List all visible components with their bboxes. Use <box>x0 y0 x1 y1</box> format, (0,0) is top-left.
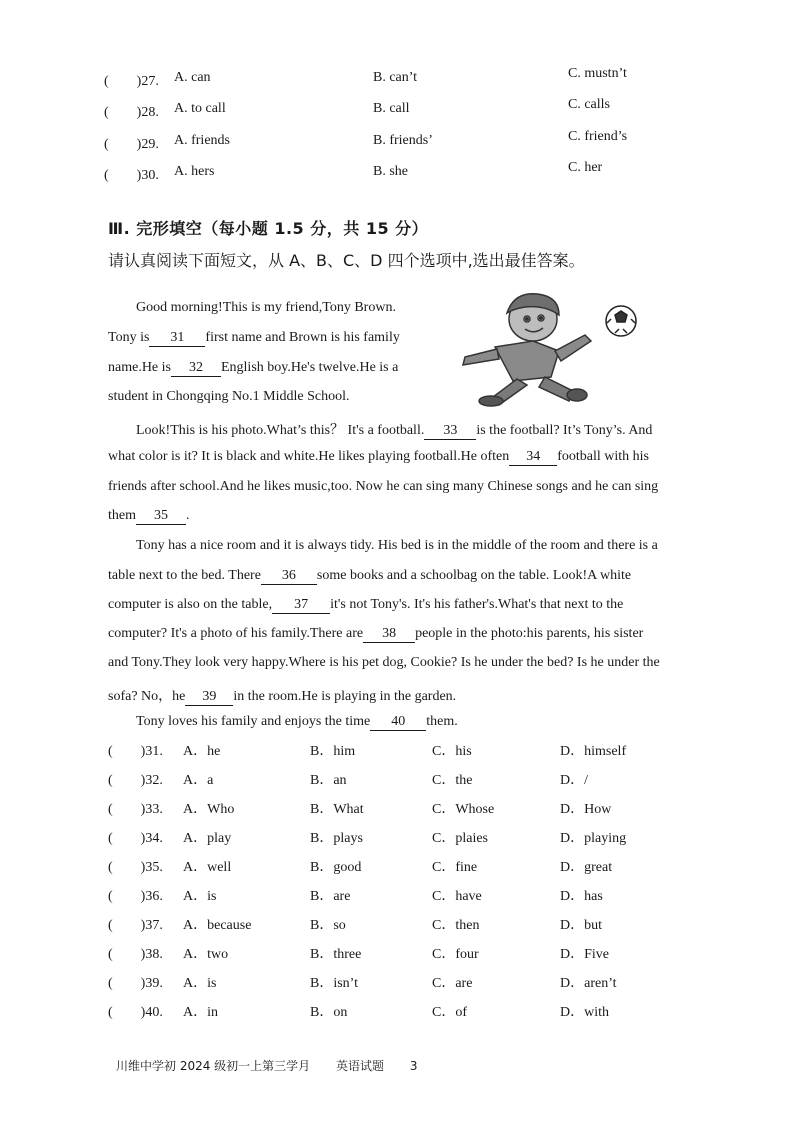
answer-paren[interactable]: ( )30. <box>104 168 159 183</box>
answer-paren[interactable]: ( )39. <box>108 976 163 991</box>
blank-36[interactable]: 36 <box>261 568 317 585</box>
option-c: C. calls <box>568 97 610 112</box>
option-b: B. can’t <box>373 70 418 85</box>
answer-paren[interactable]: ( )27. <box>104 74 159 89</box>
option-d: D．with <box>560 1005 609 1020</box>
option-a: A. friends <box>174 133 230 148</box>
answer-paren[interactable]: ( )38. <box>108 947 163 962</box>
option-a: A．play <box>183 831 232 846</box>
option-d: D．/ <box>560 773 588 788</box>
option-a: A．a <box>183 773 214 788</box>
option-d: D．playing <box>560 831 627 846</box>
option-c: C．are <box>432 976 473 991</box>
passage-line <box>108 597 623 619</box>
passage-line <box>108 568 631 590</box>
question-row <box>0 160 794 186</box>
question-number: 31 <box>145 744 160 759</box>
option-d: D．himself <box>560 744 627 759</box>
answer-paren[interactable]: ( )34. <box>108 831 163 846</box>
option-c: C. her <box>568 160 603 175</box>
option-c: C．Whose <box>432 802 495 817</box>
question-number: 37 <box>145 918 160 933</box>
option-d: D．has <box>560 889 603 904</box>
option-b: B．so <box>310 918 346 933</box>
answer-paren[interactable]: ( )31. <box>108 744 163 759</box>
option-c: C. mustn’t <box>568 66 627 81</box>
option-row <box>0 798 794 820</box>
option-c: C. friend’s <box>568 129 628 144</box>
question-number: 40 <box>145 1005 160 1020</box>
passage-line <box>136 300 396 322</box>
passage-line <box>108 449 649 471</box>
option-a: A．two <box>183 947 229 962</box>
blank-31[interactable]: 31 <box>149 330 205 347</box>
option-c: C．four <box>432 947 479 962</box>
passage-text: some books and a schoolbag on the table. Look!A white <box>316 568 632 583</box>
blank-33[interactable]: 33 <box>424 423 476 440</box>
option-b: B. call <box>373 101 410 116</box>
answer-paren[interactable]: ( )33. <box>108 802 163 817</box>
passage-line <box>108 479 658 501</box>
answer-paren[interactable]: ( )40. <box>108 1005 163 1020</box>
passage-text: and Tony.They look very happy.Where is his pet dog, Cookie? Is he under the bed? Is he under the <box>108 655 660 670</box>
option-a: A．because <box>183 918 252 933</box>
passage-text: name.He is <box>108 360 171 375</box>
blank-38[interactable]: 38 <box>363 626 415 643</box>
passage-text: English boy.He's twelve.He is a <box>220 360 399 375</box>
boy-football-illustration <box>455 285 645 407</box>
option-row <box>0 856 794 878</box>
option-b: B．three <box>310 947 362 962</box>
option-c: C．fine <box>432 860 478 875</box>
option-a: A. hers <box>174 164 215 179</box>
passage-line <box>136 538 658 560</box>
option-row <box>0 740 794 762</box>
option-d: D．How <box>560 802 612 817</box>
option-a: A．is <box>183 976 217 991</box>
question-row <box>0 129 794 155</box>
option-c: C．plaies <box>432 831 488 846</box>
passage-text: Tony loves his family and enjoys the time <box>136 714 371 729</box>
option-row <box>0 1001 794 1023</box>
option-b: B．on <box>310 1005 348 1020</box>
question-number: 35 <box>145 860 160 875</box>
passage-text: sofa? No，he <box>108 689 186 704</box>
passage-text: friends after school.And he likes music,too. Now he can sing many Chinese songs and he can sing <box>108 479 659 494</box>
answer-paren[interactable]: ( )35. <box>108 860 163 875</box>
passage-text: Look!This is his photo.What’s this？ It's a football. <box>136 423 425 438</box>
option-b: B. she <box>373 164 408 179</box>
option-a: A. can <box>174 70 211 85</box>
passage-line <box>108 655 660 677</box>
option-a: A．is <box>183 889 217 904</box>
passage-text: computer? It's a photo of his family.There are <box>108 626 364 641</box>
page-footer <box>116 1057 439 1074</box>
question-number: 27 <box>141 74 156 89</box>
passage-line <box>108 626 643 648</box>
passage-text: . <box>186 508 190 523</box>
question-row <box>0 97 794 123</box>
passage-line <box>108 508 190 530</box>
option-b: B．him <box>310 744 356 759</box>
option-c: C．have <box>432 889 482 904</box>
passage-text: what color is it? It is black and white.He likes playing football.He often <box>108 449 510 464</box>
question-number: 29 <box>141 137 156 152</box>
question-number: 28 <box>141 105 156 120</box>
passage-text: Tony is <box>108 330 150 345</box>
blank-39[interactable]: 39 <box>185 689 233 706</box>
passage-line <box>136 714 458 736</box>
blank-34[interactable]: 34 <box>509 449 557 466</box>
passage-text: Good morning!This is my friend,Tony Brown. <box>136 300 396 315</box>
answer-paren[interactable]: ( )32. <box>108 773 163 788</box>
option-c: C．the <box>432 773 473 788</box>
option-c: C．of <box>432 1005 467 1020</box>
passage-text: is the football? It’s Tony’s. And <box>476 423 653 438</box>
blank-32[interactable]: 32 <box>171 360 221 377</box>
answer-paren[interactable]: ( )37. <box>108 918 163 933</box>
option-row <box>0 769 794 791</box>
answer-paren[interactable]: ( )29. <box>104 137 159 152</box>
question-number: 38 <box>145 947 160 962</box>
option-c: C．his <box>432 744 472 759</box>
option-a: A．in <box>183 1005 218 1020</box>
passage-text: them. <box>426 714 458 729</box>
option-a: A．well <box>183 860 232 875</box>
option-a: A. to call <box>174 101 226 116</box>
question-row <box>0 66 794 92</box>
footer-subject: 英语试题 <box>336 1059 385 1073</box>
passage-text: them <box>108 508 136 523</box>
option-b: B．plays <box>310 831 363 846</box>
blank-37[interactable]: 37 <box>272 597 330 614</box>
blank-40[interactable]: 40 <box>370 714 426 731</box>
passage-line <box>108 389 350 411</box>
question-number: 30 <box>141 168 156 183</box>
option-b: B．are <box>310 889 351 904</box>
question-number: 32 <box>145 773 160 788</box>
passage-line <box>108 330 400 352</box>
option-row <box>0 885 794 907</box>
passage-text: first name and Brown is his family <box>205 330 400 345</box>
option-d: D．but <box>560 918 602 933</box>
answer-paren[interactable]: ( )28. <box>104 105 159 120</box>
option-a: A．Who <box>183 802 235 817</box>
passage-text: student in Chongqing No.1 Middle School. <box>108 389 350 404</box>
question-number: 36 <box>145 889 160 904</box>
section-instruction: 请认真阅读下面短文，从 A、B、C、D 四个选项中,选出最佳答案。 <box>108 251 585 270</box>
passage-line <box>108 685 456 707</box>
option-d: D．great <box>560 860 613 875</box>
passage-text: table next to the bed. There <box>108 568 261 583</box>
option-row <box>0 914 794 936</box>
option-b: B．good <box>310 860 362 875</box>
passage-line <box>136 419 652 441</box>
option-d: D．Five <box>560 947 609 962</box>
section-title: Ⅲ. 完形填空（每小题 1.5 分，共 15 分） <box>108 219 429 238</box>
option-d: D．aren’t <box>560 976 617 991</box>
question-number: 39 <box>145 976 160 991</box>
footer-page-number: 3 <box>409 1059 418 1073</box>
passage-text: it's not Tony's. It's his father's.What's that next to the <box>330 597 624 612</box>
passage-text: Tony has a nice room and it is always tidy. His bed is in the middle of the room and there is a <box>136 538 658 553</box>
passage-text: in the room.He is playing in the garden. <box>233 689 457 704</box>
blank-35[interactable]: 35 <box>136 508 186 525</box>
footer-school: 川维中学初 2024 级初一上第三学月 <box>116 1059 311 1073</box>
option-b: B．What <box>310 802 364 817</box>
option-b: B．isn’t <box>310 976 358 991</box>
passage-text: people in the photo:his parents, his sister <box>415 626 644 641</box>
option-row <box>0 943 794 965</box>
answer-paren[interactable]: ( )36. <box>108 889 163 904</box>
option-row <box>0 827 794 849</box>
passage-text: computer is also on the table, <box>108 597 273 612</box>
passage-text: football with his <box>557 449 650 464</box>
option-row <box>0 972 794 994</box>
passage-line <box>108 360 398 382</box>
question-number: 34 <box>145 831 160 846</box>
option-c: C．then <box>432 918 480 933</box>
option-b: B．an <box>310 773 347 788</box>
option-b: B. friends’ <box>373 133 433 148</box>
question-number: 33 <box>145 802 160 817</box>
option-a: A．he <box>183 744 221 759</box>
